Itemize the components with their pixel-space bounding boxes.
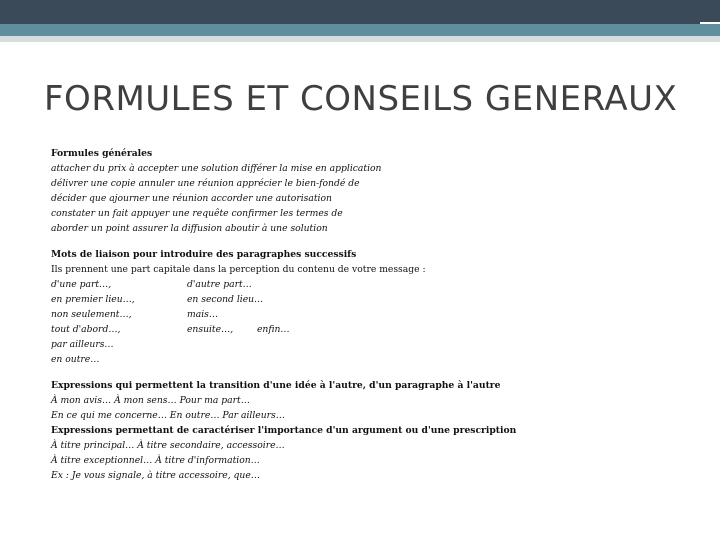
liaison-row bbox=[51, 322, 671, 337]
formule-line: délivrer une copie annuler une réunion apprécier le bien-fondé de bbox=[51, 178, 360, 189]
expression-line: À mon avis… À mon sens… Pour ma part… bbox=[51, 395, 250, 406]
liaison-cell: en second lieu… bbox=[187, 294, 264, 305]
section-heading-importance: Expressions permettant de caractériser l'importance d'un argument ou d'une prescription bbox=[51, 425, 517, 436]
top-bar-highlight bbox=[40, 42, 580, 45]
formule-line: attacher du prix à accepter une solution différer la mise en application bbox=[51, 163, 382, 174]
liaison-row bbox=[51, 307, 671, 322]
formule-line: aborder un point assurer la diffusion aboutir à une solution bbox=[51, 223, 328, 234]
expression-line: À titre exceptionnel… À titre d'information… bbox=[51, 455, 260, 466]
example-line: Ex : Je vous signale, à titre accessoire, que… bbox=[51, 470, 260, 481]
liaison-cell: par ailleurs… bbox=[51, 339, 114, 350]
liaison-cell: tout d'abord…, bbox=[51, 324, 121, 335]
liaison-cell: d'une part…, bbox=[51, 279, 112, 290]
liaison-row bbox=[51, 337, 671, 352]
liaison-cell: non seulement…, bbox=[51, 309, 132, 320]
slide-content bbox=[51, 146, 671, 483]
liaison-cell: enfin… bbox=[257, 324, 290, 335]
formule-line: décider que ajourner une réunion accorder une autorisation bbox=[51, 193, 332, 204]
section-intro: Ils prennent une part capitale dans la perception du contenu de votre message : bbox=[51, 264, 426, 275]
liaison-row bbox=[51, 352, 671, 367]
top-teal-bar bbox=[0, 24, 720, 36]
liaison-cell: mais… bbox=[187, 309, 219, 320]
liaison-row bbox=[51, 292, 671, 307]
section-heading-transition: Expressions qui permettent la transition d'une idée à l'autre, d'un paragraphe à l'autre bbox=[51, 380, 501, 391]
expression-line: À titre principal… À titre secondaire, accessoire… bbox=[51, 440, 285, 451]
section-heading-formules: Formules générales bbox=[51, 148, 153, 159]
top-dark-bar-end bbox=[700, 0, 720, 22]
top-dark-bar bbox=[0, 0, 700, 24]
formule-line: constater un fait appuyer une requête confirmer les termes de bbox=[51, 208, 343, 219]
section-heading-mots-liaison: Mots de liaison pour introduire des paragraphes successifs bbox=[51, 249, 357, 260]
liaison-cell: en premier lieu…, bbox=[51, 294, 135, 305]
expression-line: En ce qui me concerne… En outre… Par ailleurs… bbox=[51, 410, 285, 421]
liaison-cell: d'autre part… bbox=[187, 279, 252, 290]
liaison-cell: ensuite…, bbox=[187, 324, 234, 335]
liaison-cell: en outre… bbox=[51, 354, 100, 365]
liaison-row bbox=[51, 277, 671, 292]
slide-title: FORMULES ET CONSEILS GENERAUX bbox=[44, 79, 678, 119]
